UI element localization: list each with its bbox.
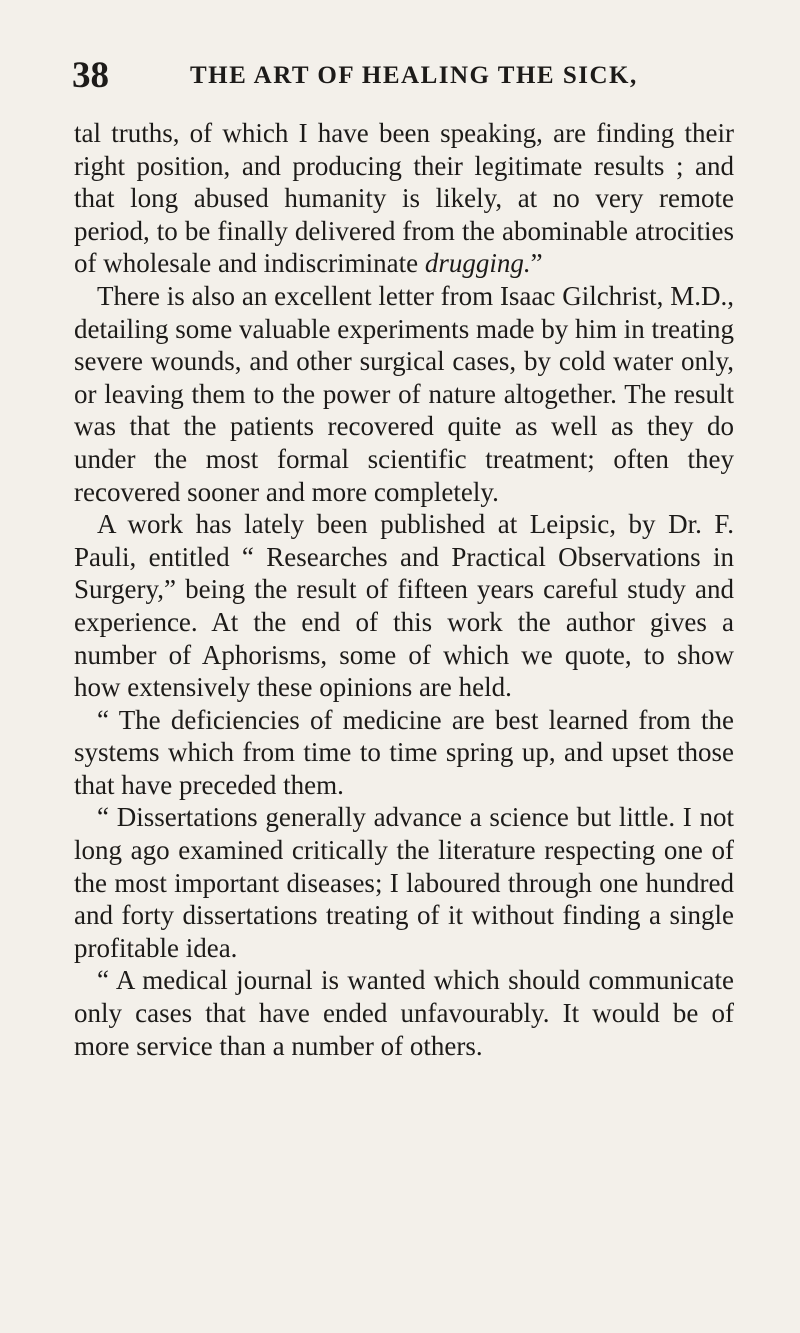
- paragraph-1-text: tal truths, of which I have been speaking, are finding their right position, and producing their legitimate results ; and that long abused humanity is likely, at no very remote period, to be finally delivered from the abominable atrocities of wholesale and indiscriminate: [74, 118, 734, 279]
- paragraph-6: “ A medical journal is wanted which should communicate only cases that have ended unfavourably. It would be of more service than a number of others.: [74, 965, 734, 1061]
- paragraph-3: A work has lately been published at Leipsic, by Dr. F. Pauli, entitled “ Researches and Practical Observations in Surgery,” being the result of fifteen years careful study and experience. At the end of this work the author gives a number of Aphorisms, some of which we quote, to show how extensively these opinions are held.: [74, 509, 734, 703]
- paragraph-4: “ The deficiencies of medicine are best learned from the systems which from time to time spring up, and upset those that have preceded them.: [74, 704, 734, 800]
- paragraph-1-italic-word: drugging.: [424, 248, 531, 279]
- paragraph-1-closing-quote: ”: [530, 248, 543, 279]
- paragraph-1: [74, 117, 734, 280]
- running-title: THE ART OF HEALING THE SICK,: [190, 62, 638, 89]
- paragraph-5: “ Dissertations generally advance a science but little. I not long ago examined critically the literature respecting one of the most important diseases; I laboured through one hundred and forty dissertations treating of it without finding a single profitable idea.: [74, 802, 734, 963]
- page-body: [74, 117, 734, 1062]
- page-number: 38: [72, 55, 109, 96]
- paragraph-2: There is also an excellent letter from Isaac Gilchrist, M.D., detailing some valuable experiments made by him in treating severe wounds, and other surgical cases, by cold water only, or leaving them to the power of nature altogether. The result was that the patients recovered quite as well as they do under the most formal scientific treatment; often they recovered sooner and more completely.: [74, 280, 734, 507]
- running-head: [72, 56, 734, 96]
